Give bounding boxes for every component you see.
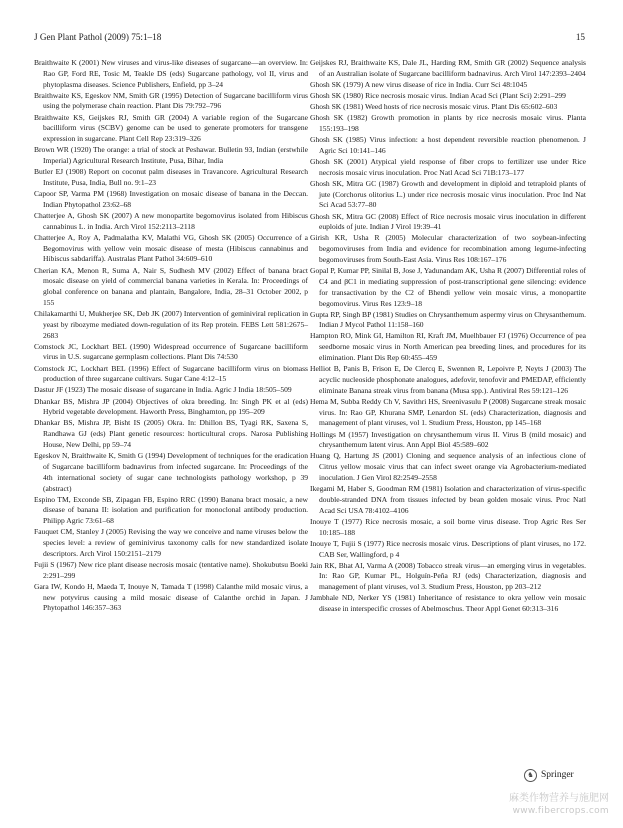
- reference-entry: Dhankar BS, Mishra JP (2004) Objectives of okra breeding. In: Singh PK et al (eds) Hybrid vegetable development. Haworth Press, Binghamton, pp 195–209: [34, 396, 308, 417]
- reference-entry: Dhankar BS, Mishra JP, Bisht IS (2005) Okra. In: Dhillon BS, Tyagi RK, Saxena S, Randhawa GJ (eds) Plant genetic resources: horticultural crops. Narosa Publishing House, New Delhi, pp 59–74: [34, 418, 308, 450]
- reference-entry: Inouye T (1977) Rice necrosis mosaic, a soil borne virus disease. Trop Agric Res Ser 10:185–188: [310, 516, 586, 537]
- reference-entry: Fujii S (1967) New rice plant disease necrosis mosaic (tentative name). Shokubutsu Boeki 2:291–299: [34, 560, 308, 580]
- reference-entry: Comstock JC, Lockhart BEL (1996) Effect of Sugarcane bacilliform virus on biomass production of three sugarcane cultivars. Sugar Cane 4:12–15: [34, 363, 308, 384]
- reference-entry: Hema M, Subba Reddy Ch V, Savithri HS, Sreenivasulu P (2008) Sugarcane streak mosaic virus. In: Rao GP, Khurana SMP, Lenardon SL (eds) Characterization, diagnosis and management of plant viruses, vol 1. Studium Press, Houston, pp 145–168: [310, 396, 586, 428]
- reference-entry: Ghosh SK, Mitra GC (1987) Growth and development in diploid and tetraploid plants of jute (Corchorus olitorius L.) under rice necrosis mosaic virus inoculation. Proc Ind Nat Sci Acad 53:77–80: [310, 178, 586, 210]
- reference-entry: Jambhale ND, Nerker YS (1981) Inheritance of resistance to okra yellow vein mosaic disease in interspecific crosses of Abelmoschus. Theor Appl Genet 60:313–316: [310, 593, 586, 614]
- reference-entry: Gopal P, Kumar PP, Sinilal B, Jose J, Yadunandam AK, Usha R (2007) Differential roles of C4 and βC1 in mediating suppression of post-transcriptional gene silencing: evidence for transactivation by the C2 of Bhendi yellow vein mosaic virus, a monopartite begomovirus. Virus Res 123:9–18: [310, 266, 586, 308]
- reference-entry: Ghosh SK (1979) A new virus disease of rice in India. Curr Sci 48:1045: [310, 79, 528, 89]
- reference-entry: Geijskes RJ, Braithwaite KS, Dale JL, Harding RM, Smith GR (2002) Sequence analysis of an Australian isolate of Sugarcane bacilliform badnavirus. Arch Virol 147:2393–2404: [310, 58, 586, 78]
- reference-entry: Butler EJ (1908) Report on coconut palm diseases in Travancore. Agricultural Research Institute, Pusa, India, Bull no. 9:1–23: [34, 167, 308, 187]
- reference-entry: Comstock JC, Lockhart BEL (1990) Widespread occurrence of Sugarcane bacilliform virus in U.S. sugarcane germplasm collections. Plant Dis 74:530: [34, 341, 308, 362]
- springer-logo: [524, 768, 574, 782]
- reference-entry: Chilakamarthi U, Mukherjee SK, Deb JK (2007) Intervention of geminiviral replication in yeast by ribozyme mediated down-regulation of its Rep protein. FEBS Lett 581:2675–2683: [34, 309, 308, 340]
- reference-entry: Braithwaite KS, Geijskes RJ, Smith GR (2004) A variable region of the Sugarcane bacilliform virus (SCBV) genome can be used to generate promoters for transgene expression in sugarcane. Plant Cell Rep 23:319–326: [34, 112, 308, 144]
- reference-entry: Ghosh SK (1982) Growth promotion in plants by rice necrosis mosaic virus. Planta 155:193–198: [310, 113, 586, 133]
- reference-entry: Gupta RP, Singh BP (1981) Studies on Chrysanthemum aspermy virus on Chrysanthemum. Indian J Mycol Pathol 11:158–160: [310, 309, 586, 330]
- reference-entry: Chatterjee A, Ghosh SK (2007) A new monopartite begomovirus isolated from Hibiscus cannabinus L. in India. Arch Virol 152:2113–2118: [34, 210, 308, 231]
- reference-entry: Egeskov N, Braithwaite K, Smith G (1994) Development of techniques for the eradication of Sugarcane bacilliform badnavirus from infected sugarcane. In: Proceedings of the 4th international society of sugar cane technologists pathology workshop, p 39 (abstract): [34, 451, 308, 493]
- reference-entry: Inouye T, Fujii S (1977) Rice necrosis mosaic virus. Descriptions of plant viruses, no 172. CAB Ser, Wallingford, p 4: [310, 538, 586, 559]
- reference-entry: Hollings M (1957) Investigation on chrysanthemum virus II. Virus B (mild mosaic) and chrysanthemum latent virus. Ann Appl Biol 45:589–602: [310, 429, 586, 450]
- reference-entry: Fauquet CM, Stanley J (2005) Revising the way we conceive and name viruses below the species level: a review of geminivirus taxonomy calls for new standardized isolate descriptors. Arch Virol 150:2151–2179: [34, 527, 308, 558]
- reference-entry: Dastur JF (1923) The mosaic disease of sugarcane in India. Agric J India 18:505–509: [34, 385, 292, 395]
- reference-entry: Ghosh SK (1981) Weed hosts of rice necrosis mosaic virus. Plant Dis 65:602–603: [310, 102, 558, 112]
- reference-entry: Jain RK, Bhat AI, Varma A (2008) Tobacco streak virus—an emerging virus in vegetables. In: Rao GP, Kumar PL, Holguín-Peña RJ (eds) Characterization, diagnosis and management of plant viruses, vol 3. Studium Press, Houston, pp 203–212: [310, 560, 586, 592]
- reference-entry: Ghosh SK (2001) Atypical yield response of fiber crops to fertilizer use under Rice necrosis mosaic virus inoculation. Proc Natl Acad Sci 71B:173–177: [310, 156, 586, 177]
- reference-entry: Ghosh SK (1985) Virus infection: a host dependent reversible reaction phenomenon. J Agric Sci 10:141–146: [310, 135, 586, 155]
- reference-entry: Chatterjee A, Roy A, Padmalatha KV, Malathi VG, Ghosh SK (2005) Occurrence of a Begomovirus with yellow vein mosaic disease of mesta (Hibiscus cannabinus and Hibiscus sabdariffa). Australas Plant Pathol 34:609–610: [34, 232, 308, 264]
- reference-entry: Ghosh SK (1980) Rice necrosis mosaic virus. Indian Acad Sci (Plant Sci) 2:291–299: [310, 90, 566, 100]
- reference-entry: Huang Q, Hartung JS (2001) Cloning and sequence analysis of an infectious clone of Citrus yellow mosaic virus that can infect sweet orange via Agrobacterium-mediated inoculation. J Gen Virol 82:2549–2558: [310, 451, 586, 483]
- reference-entry: Espino TM, Exconde SB, Zipagan FB, Espino RRC (1990) Banana bract mosaic, a new disease of banana II: isolation and purification for monoclonal antibody production. Philipp Agric 73:61–68: [34, 494, 308, 526]
- springer-horse-icon: ♞: [524, 769, 537, 782]
- watermark: [509, 792, 609, 818]
- reference-entry: Braithwaite KS, Egeskov NM, Smith GR (1995) Detection of Sugarcane bacilliform virus using the polymerase chain reaction. Plant Dis 79:792–796: [34, 90, 308, 111]
- references-left-column: [34, 58, 308, 615]
- reference-entry: Gara IW, Kondo H, Maeda T, Inouye N, Tamada T (1998) Calanthe mild mosaic virus, a new potyvirus causing a mild mosaic disease of Calanthe orchid in Japan. J Phytopathol 146:357–363: [34, 581, 308, 613]
- page-number: 15: [575, 32, 585, 42]
- watermark-url: www.fibercrops.com: [512, 806, 609, 816]
- reference-entry: Helliot B, Panis B, Frison E, De Clercq E, Swennen R, Lepoivre P, Neyts J (2003) The acyclic nucleoside phosphonate analogues, adefovir, tenofovir and PMEDAP, efficiently eliminate Banana streak virus from banana (Musa spp.). Antiviral Res 59:121–126: [310, 364, 586, 395]
- reference-entry: Girish KR, Usha R (2005) Molecular characterization of two soybean-infecting begomoviruses from India and evidence for recombination among legume-infecting begomoviruses from South-East Asia. Virus Res 108:167–176: [310, 233, 586, 265]
- reference-entry: Brown WR (1920) The orange: a trial of stock at Peshawar. Bulletin 93, Indian (erstwhile Imperial) Agricultural Research Institute, Pusa, Bihar, India: [34, 145, 308, 166]
- watermark-cn: 麻类作物营养与施肥网: [509, 793, 609, 804]
- reference-entry: Ghosh SK, Mitra GC (2008) Effect of Rice necrosis mosaic virus inoculation in different euploids of jute. Indian J Virol 19:39–41: [310, 211, 586, 232]
- journal-citation: J Gen Plant Pathol (2009) 75:1–18: [34, 32, 162, 42]
- reference-entry: Cherian KA, Menon R, Suma A, Nair S, Sudhesh MV (2002) Effect of banana bract mosaic disease on yield of commercial banana varieties in Kerala. In: Proceedings of global conference on banana and plantain, Bangalore, India, 28–31 October 2002, p 155: [34, 265, 308, 307]
- reference-entry: Capoor SP, Varma PM (1968) Investigation on mosaic disease of banana in the Deccan. Indian Phytopathol 23:62–68: [34, 189, 308, 209]
- running-header: [34, 30, 585, 44]
- reference-entry: Braithwaite K (2001) New viruses and virus-like diseases of sugarcane—an overview. In: Rao GP, Ford RE, Tosic M, Teakle DS (eds) Sugarcane pathology, vol II, virus and phytoplasma diseases. Science Publishers, Enfield, pp 3–24: [34, 58, 308, 89]
- reference-entry: Hampton RO, Mink GI, Hamilton RI, Kraft JM, Muelhbauer FJ (1976) Occurrence of pea seedborne mosaic virus in North American pea breeding lines, and procedures for its elimination. Plant Dis Rep 60:455–459: [310, 331, 586, 363]
- reference-entry: Ikegami M, Haber S, Goodman RM (1981) Isolation and characterization of virus-specific double-stranded DNA from tissues infected by bean golden mosaic virus. Proc Natl Acad Sci USA 78:4102–4106: [310, 484, 586, 515]
- references-right-column: [310, 58, 586, 615]
- publisher-name: Springer: [541, 770, 574, 780]
